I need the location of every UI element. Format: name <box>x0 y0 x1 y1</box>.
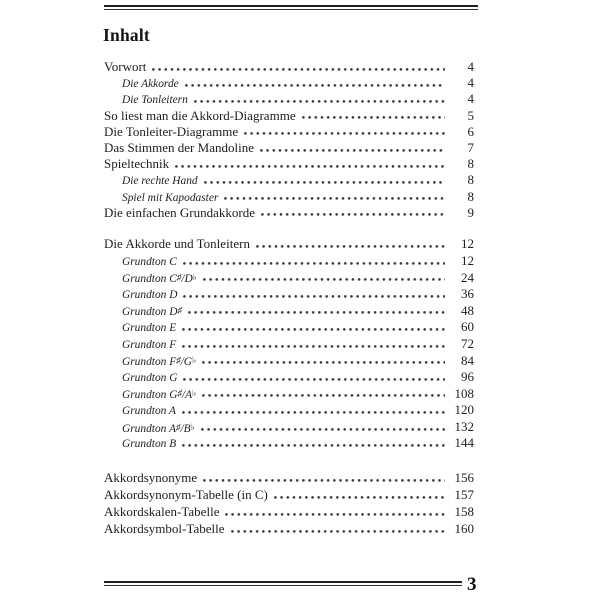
toc-entry <box>104 75 474 91</box>
toc-entry <box>104 140 474 156</box>
toc-entry-page: 8 <box>467 188 474 204</box>
toc-entry-label: Grundton C♯/D♭ <box>122 272 197 286</box>
toc-entry <box>104 385 474 402</box>
toc-entry-page: 8 <box>467 172 474 188</box>
dot-leader <box>231 530 445 533</box>
toc-entry <box>104 189 474 205</box>
toc-entry <box>104 402 474 419</box>
toc-entry-label: Die Akkorde und Tonleitern <box>104 236 250 251</box>
toc-entry-page: 48 <box>461 303 474 319</box>
toc-entry-label: Die einfachen Grundakkorde <box>104 204 256 220</box>
dot-leader <box>204 181 445 184</box>
toc-entry-page: 157 <box>454 487 474 502</box>
toc-entry-label: Spiel mit Kapodaster <box>122 191 219 204</box>
dot-leader <box>203 278 445 281</box>
toc-entry-label: Grundton B <box>122 438 177 451</box>
toc-entry-label: Die Tonleitern <box>122 94 188 107</box>
sharp-icon: ♯ <box>175 421 181 432</box>
dot-leader <box>260 149 445 152</box>
toc-entry-page: 84 <box>461 353 474 369</box>
dot-leader <box>225 513 445 516</box>
toc-entry-label: So liest man die Akkord-Diagramme <box>104 107 296 123</box>
sharp-icon: ♯ <box>177 305 182 316</box>
toc-entry <box>104 59 474 75</box>
dot-leader <box>182 345 445 348</box>
toc-entry <box>104 520 474 537</box>
sharp-icon: ♯ <box>176 355 181 366</box>
toc-entry-label: Akkordsynonym-Tabelle (in C) <box>104 487 268 502</box>
toc-entry-page: 12 <box>461 236 474 251</box>
toc-entry-label: Grundton D♯ <box>122 305 182 319</box>
toc-entry-page: 96 <box>461 368 474 384</box>
toc-section <box>104 469 474 537</box>
toc-entry-page: 4 <box>467 91 474 107</box>
dot-leader <box>201 428 445 431</box>
dot-leader <box>274 496 445 499</box>
flat-icon: ♭ <box>192 388 197 399</box>
toc-entry <box>104 469 474 486</box>
toc-entry-page: 156 <box>454 470 474 485</box>
toc-entry-page: 160 <box>454 521 474 536</box>
toc-entry <box>104 205 474 221</box>
toc-entry-page: 144 <box>454 435 474 451</box>
dot-leader <box>261 213 445 216</box>
sharp-icon: ♯ <box>176 272 182 283</box>
dot-leader <box>182 444 445 447</box>
toc-entry <box>104 286 474 303</box>
dot-leader <box>183 262 445 265</box>
dot-leader <box>194 100 445 103</box>
toc-entry-page: 158 <box>454 504 474 519</box>
page-number: 3 <box>467 574 477 595</box>
toc-entry <box>104 486 474 503</box>
toc-entry-page: 6 <box>467 123 474 139</box>
dot-leader <box>202 361 445 364</box>
page-title: Inhalt <box>103 25 150 45</box>
toc-entry-label: Akkordsynonyme <box>104 470 198 485</box>
dot-leader <box>182 411 445 414</box>
toc-entry-label: Die Akkorde <box>122 78 179 91</box>
toc-entry <box>104 269 474 286</box>
toc-entry-page: 24 <box>461 270 474 286</box>
dot-leader <box>183 378 445 381</box>
dot-leader <box>175 165 445 168</box>
toc-entry <box>104 108 474 124</box>
toc-entry <box>104 253 474 270</box>
toc-entry <box>104 91 474 107</box>
toc-entry-label: Die Tonleiter-Diagramme <box>104 123 239 139</box>
toc-entry-label: Spieltechnik <box>104 156 170 172</box>
toc-entry <box>104 302 474 319</box>
toc-entry <box>104 503 474 520</box>
toc-entry-label: Grundton G <box>122 371 178 384</box>
toc-entry-page: 108 <box>454 386 474 402</box>
toc-entry-page: 4 <box>467 59 474 74</box>
toc-entry <box>104 172 474 188</box>
toc-entry-page: 60 <box>461 318 474 334</box>
toc-entry-page: 5 <box>467 107 474 123</box>
toc-entry-label: Das Stimmen der Mandoline <box>104 139 254 155</box>
toc-entry-page: 9 <box>467 204 474 220</box>
toc-entry <box>104 336 474 353</box>
dot-leader <box>256 245 445 248</box>
dot-leader <box>182 328 445 331</box>
toc-entry-label: Akkordskalen-Tabelle <box>104 504 220 519</box>
flat-icon: ♭ <box>190 421 195 432</box>
bottom-rule <box>104 581 462 586</box>
sharp-icon: ♯ <box>177 388 182 399</box>
toc-entry <box>104 236 474 253</box>
toc-entry-page: 72 <box>461 335 474 351</box>
flat-icon: ♭ <box>192 355 197 366</box>
toc-entry-label: Grundton E <box>122 321 177 334</box>
dot-leader <box>188 311 445 314</box>
toc-entry <box>104 369 474 386</box>
toc-entry-label: Grundton A♯/B♭ <box>122 421 195 435</box>
dot-leader <box>224 197 445 200</box>
toc-entry-page: 12 <box>461 252 474 268</box>
toc-section <box>104 59 474 221</box>
dot-leader <box>202 394 445 397</box>
dot-leader <box>183 295 445 298</box>
toc-entry <box>104 156 474 172</box>
toc-entry <box>104 419 474 436</box>
toc-section <box>104 236 474 452</box>
toc-entry-page: 132 <box>454 419 474 435</box>
toc-entry-label: Grundton G♯/A♭ <box>122 388 197 402</box>
dot-leader <box>203 479 445 482</box>
toc-entry <box>104 352 474 369</box>
toc-entry-page: 7 <box>467 139 474 155</box>
toc-entry-label: Grundton F♯/G♭ <box>122 355 197 369</box>
toc-entry <box>104 319 474 336</box>
toc-entry-page: 4 <box>467 75 474 91</box>
toc-entry-label: Akkordsymbol-Tabelle <box>104 521 225 536</box>
toc-entry-page: 120 <box>454 401 474 417</box>
toc-entry <box>104 124 474 140</box>
toc-entry-label: Grundton A <box>122 404 176 417</box>
toc-entry-label: Grundton D <box>122 288 178 301</box>
toc-entry-page: 8 <box>467 156 474 172</box>
toc-entry <box>104 435 474 452</box>
toc-entry-label: Grundton F <box>122 338 177 351</box>
toc-entry-label: Grundton C <box>122 255 177 268</box>
toc-entry-label: Vorwort <box>104 59 147 74</box>
toc-entry-page: 36 <box>461 285 474 301</box>
dot-leader <box>244 132 445 135</box>
top-rule <box>104 5 478 10</box>
dot-leader <box>185 84 445 87</box>
dot-leader <box>302 116 445 119</box>
flat-icon: ♭ <box>192 272 197 283</box>
toc-entry-label: Die rechte Hand <box>122 175 198 188</box>
dot-leader <box>152 68 445 71</box>
